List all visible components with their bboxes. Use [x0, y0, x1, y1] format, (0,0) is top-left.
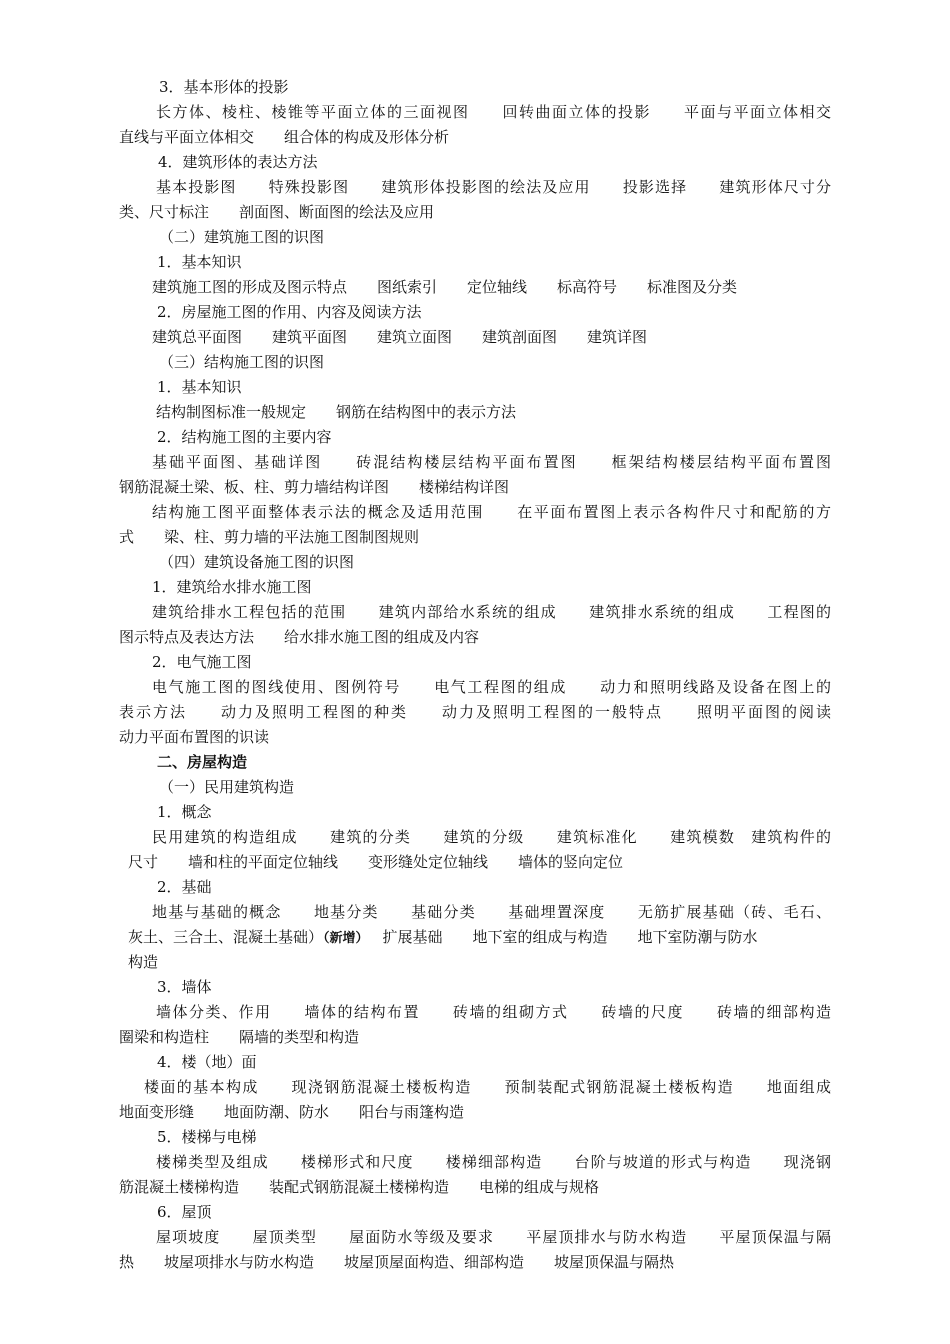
- paragraph-line: 建筑施工图的形成及图示特点 图纸索引 定位轴线 标高符号 标准图及分类: [152, 278, 738, 296]
- paragraph-line: 屋项坡度 屋顶类型 屋面防水等级及要求 平屋顶排水与防水构造 平屋顶保温与隔: [156, 1228, 831, 1246]
- paragraph-line: 表示方法 动力及照明工程图的种类 动力及照明工程图的一般特点 照明平面图的阅读: [119, 703, 831, 721]
- paragraph-line: 热 坡屋项排水与防水构造 坡屋顶屋面构造、细部构造 坡屋顶保温与隔热: [119, 1253, 675, 1271]
- section-heading-architectural-drawings: （二）建筑施工图的识图: [159, 228, 325, 246]
- subsection-heading-foundation: 2．基础: [157, 878, 212, 896]
- subsection-heading-basic-knowledge: 1．基本知识: [157, 378, 242, 396]
- paragraph-line-with-new-tag: [128, 925, 831, 950]
- paragraph-line: 直线与平面立体相交 组合体的构成及形体分析: [119, 128, 450, 146]
- paragraph-line: 类、尺寸标注 剖面图、断面图的绘法及应用: [119, 203, 435, 221]
- subsection-heading-stairs-elevators: 5．楼梯与电梯: [157, 1128, 257, 1146]
- paragraph-line: 长方体、棱柱、棱锥等平面立体的三面视图 回转曲面立体的投影 平面与平面立体相交: [156, 103, 831, 121]
- subsection-heading-expression-method: 4．建筑形体的表达方法: [158, 153, 318, 171]
- new-tag: （新增）: [323, 931, 369, 946]
- paragraph-line: 基础平面图、基础详图 砖混结构楼层结构平面布置图 框架结构楼层结构平面布置图: [152, 453, 831, 471]
- subsection-heading-basic-knowledge: 1．基本知识: [157, 253, 242, 271]
- paragraph-line: 式 梁、柱、剪力墙的平法施工图制图规则: [119, 528, 420, 546]
- subsection-heading-house-drawings: 2．房屋施工图的作用、内容及阅读方法: [157, 303, 422, 321]
- subsection-heading-water-drawings: 1．建筑给水排水施工图: [152, 578, 312, 596]
- paragraph-line: 墙体分类、作用 墙体的结构布置 砖墙的组砌方式 砖墙的尺度 砖墙的细部构造: [156, 1003, 831, 1021]
- paragraph-line: 楼梯类型及组成 楼梯形式和尺度 楼梯细部构造 台阶与坡道的形式与构造 现浇钢: [156, 1153, 831, 1171]
- paragraph-line: 结构制图标准一般规定 钢筋在结构图中的表示方法: [156, 403, 517, 421]
- paragraph-line: 基本投影图 特殊投影图 建筑形体投影图的绘法及应用 投影选择 建筑形体尺寸分: [156, 178, 831, 196]
- section-heading-civil-construction: （一）民用建筑构造: [159, 778, 295, 796]
- paragraph-line: 尺寸 墙和柱的平面定位轴线 变形缝处定位轴线 墙体的竖向定位: [128, 853, 624, 871]
- subsection-heading-concept: 1．概念: [157, 803, 212, 821]
- paragraph-line: 图示特点及表达方法 给水排水施工图的组成及内容: [119, 628, 480, 646]
- paragraph-line: 结构施工图平面整体表示法的概念及适用范围 在平面布置图上表示各构件尺寸和配筋的方: [152, 503, 831, 521]
- subsection-heading-roof: 6．屋顶: [157, 1203, 212, 1221]
- subsection-heading-basic-shape-projection: 3．基本形体的投影: [159, 78, 289, 96]
- paragraph-line: 钢筋混凝土梁、板、柱、剪力墙结构详图 楼梯结构详图: [119, 478, 510, 496]
- subsection-heading-structural-content: 2．结构施工图的主要内容: [157, 428, 332, 446]
- paragraph-line: 建筑总平面图 建筑平面图 建筑立面图 建筑剖面图 建筑详图: [152, 328, 648, 346]
- paragraph-text: 灰土、三合土、混凝土基础）: [128, 928, 324, 946]
- paragraph-line: 动力平面布置图的识读: [119, 728, 270, 746]
- paragraph-line: 构造: [128, 953, 159, 971]
- paragraph-line: 楼面的基本构成 现浇钢筋混凝土楼板构造 预制装配式钢筋混凝土楼板构造 地面组成: [144, 1078, 831, 1096]
- paragraph-line: 建筑给排水工程包括的范围 建筑内部给水系统的组成 建筑排水系统的组成 工程图的: [152, 603, 831, 621]
- paragraph-line: 地面变形缝 地面防潮、防水 阳台与雨篷构造: [119, 1103, 465, 1121]
- paragraph-line: 电气施工图的图线使用、图例符号 电气工程图的组成 动力和照明线路及设备在图上的: [152, 678, 831, 696]
- section-heading-structural-drawings: （三）结构施工图的识图: [159, 353, 325, 371]
- subsection-heading-floor: 4．楼（地）面: [157, 1053, 257, 1071]
- paragraph-text: 扩展基础 地下室的组成与构造 地下室防潮与防水: [382, 928, 758, 946]
- paragraph-line: 地基与基础的概念 地基分类 基础分类 基础埋置深度 无筋扩展基础（砖、毛石、: [152, 903, 831, 921]
- subsection-heading-wall: 3．墙体: [157, 978, 212, 996]
- section-heading-equipment-drawings: （四）建筑设备施工图的识图: [159, 553, 355, 571]
- chapter-heading-house-construction: 二、房屋构造: [157, 753, 248, 771]
- subsection-heading-electrical-drawings: 2．电气施工图: [152, 653, 252, 671]
- paragraph-line: 筋混凝土楼梯构造 装配式钢筋混凝土楼梯构造 电梯的组成与规格: [119, 1178, 600, 1196]
- paragraph-line: 民用建筑的构造组成 建筑的分类 建筑的分级 建筑标准化 建筑模数 建筑构件的: [152, 828, 831, 846]
- paragraph-line: 圈梁和构造柱 隔墙的类型和构造: [119, 1028, 360, 1046]
